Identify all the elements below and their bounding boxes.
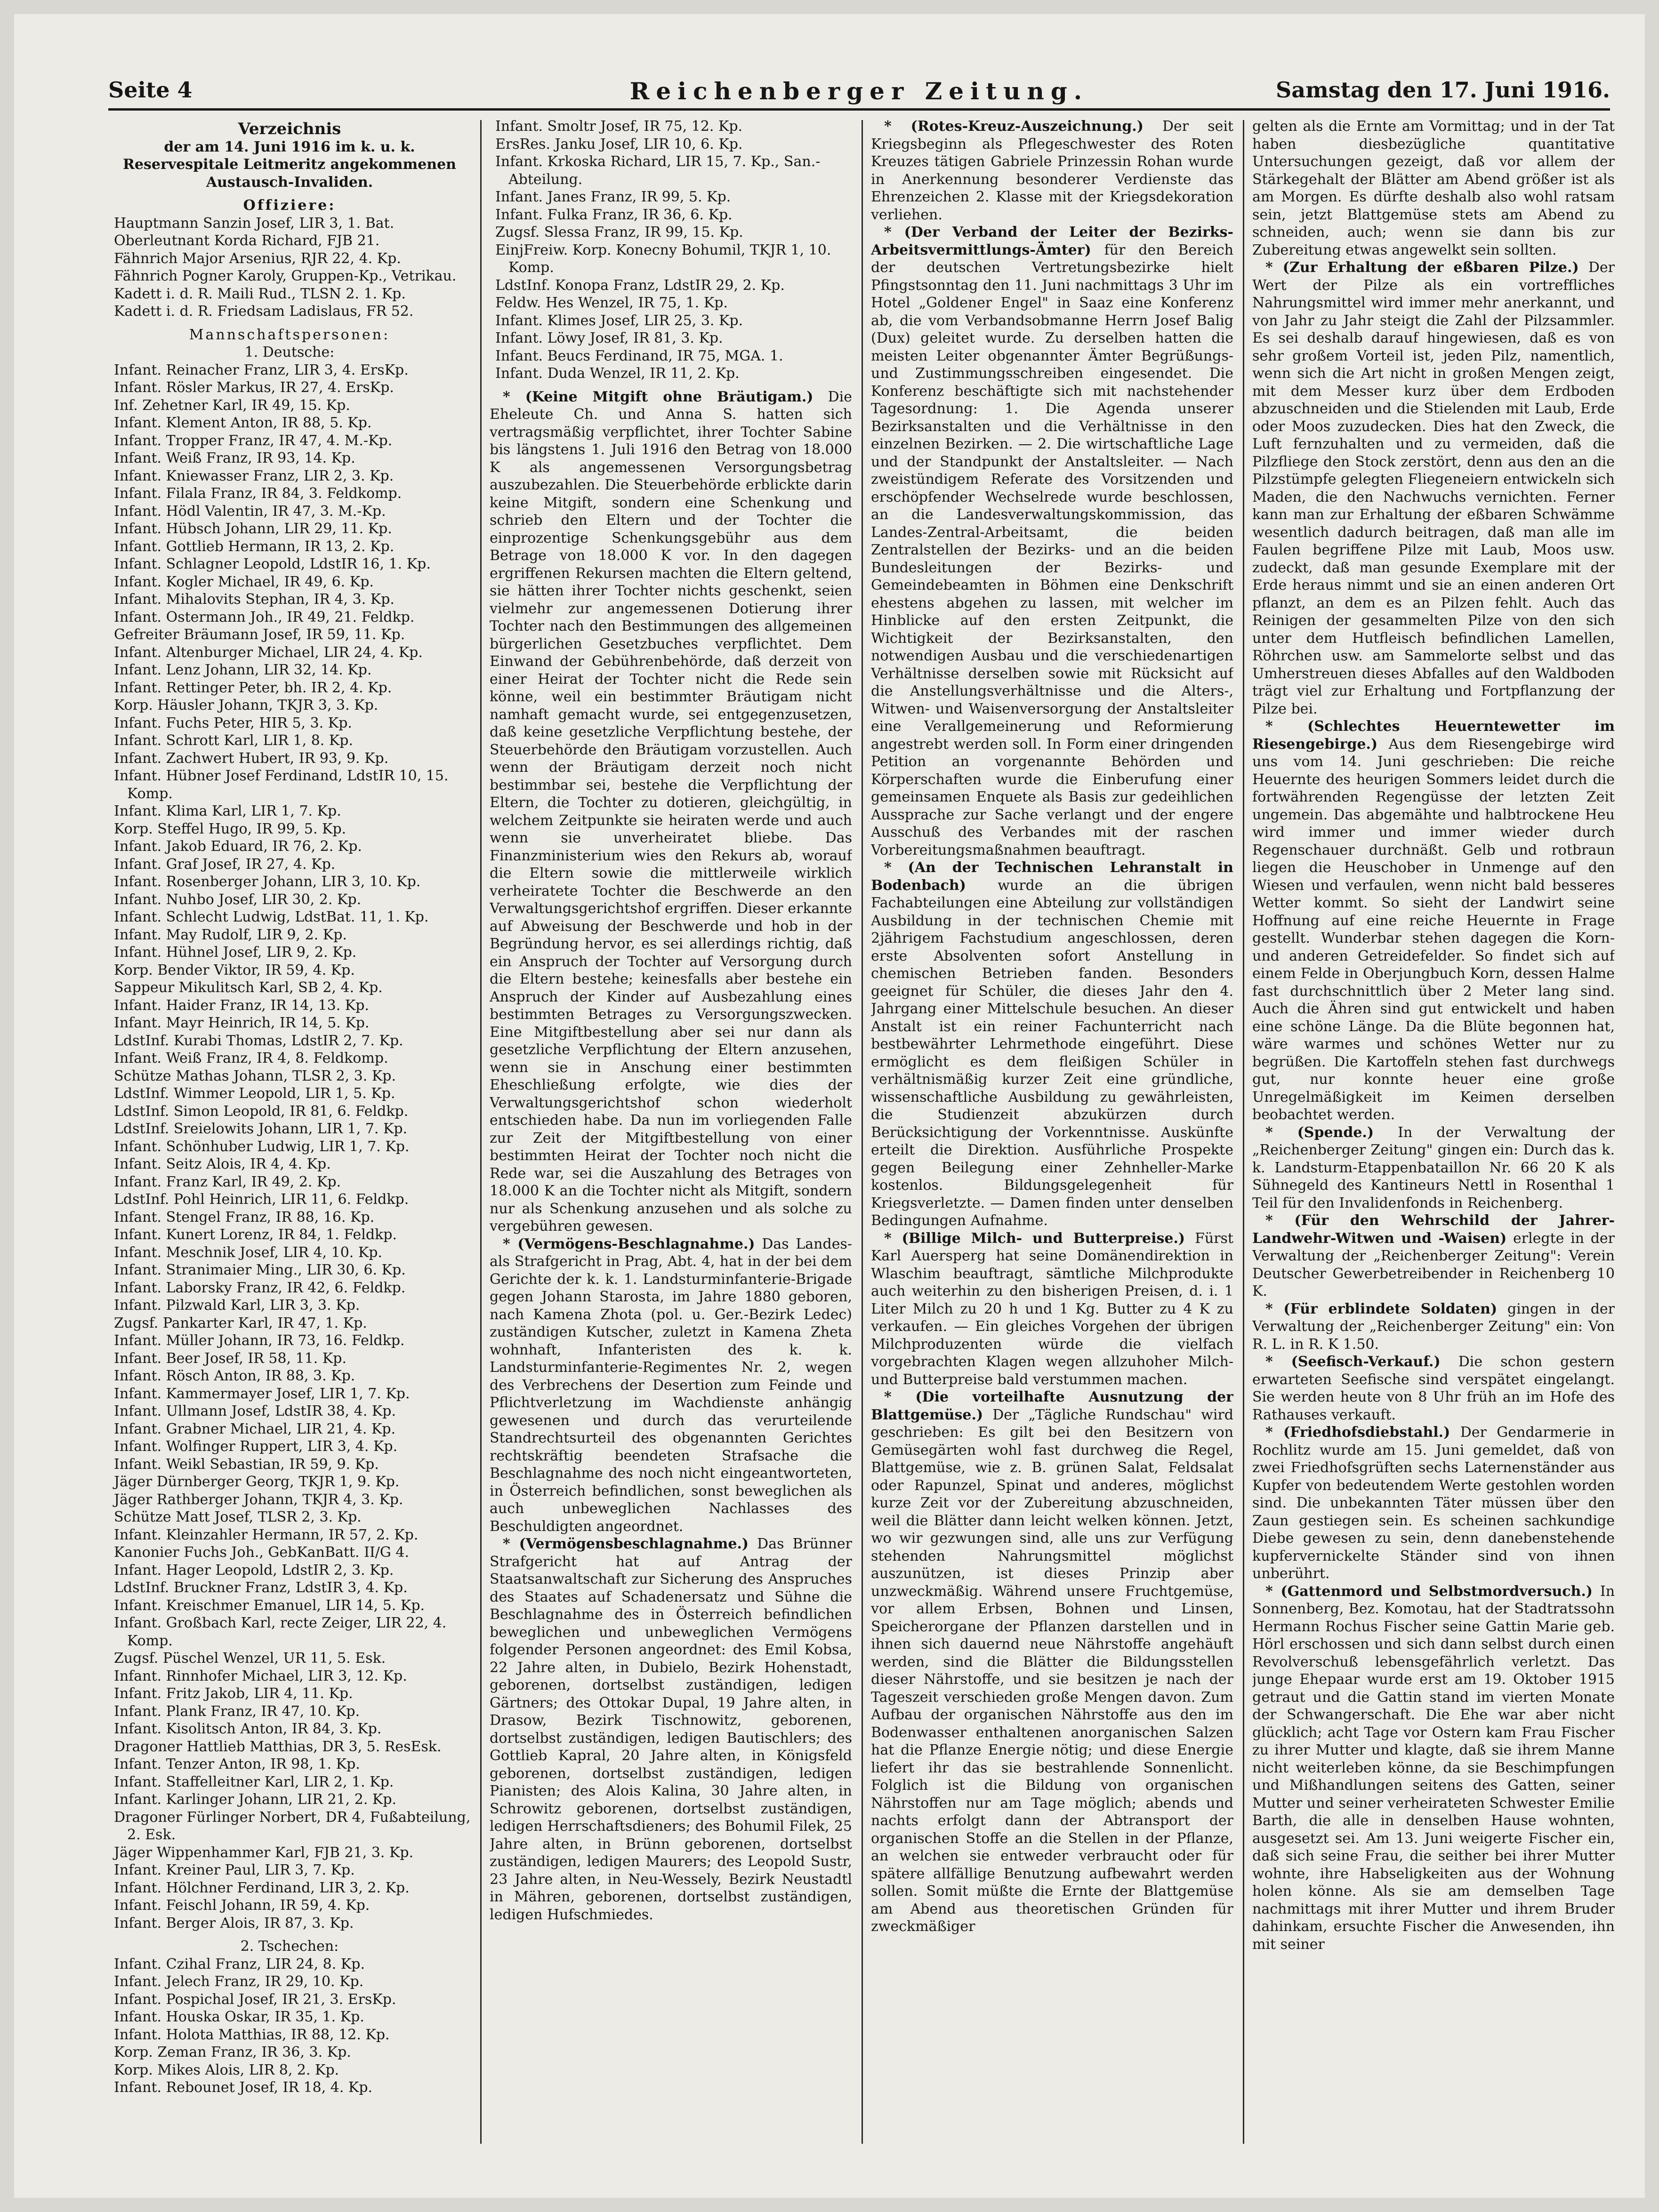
list-entry: Infant. Mayr Heinrich, IR 14, 5. Kp. [114, 1015, 370, 1031]
article-headline: * (Spende.) [1265, 1124, 1374, 1141]
article-body: wurde an die übrigen Fachabteilungen eine Abteilung zur vollständigen Ausbildung in der technischen Chemie mit 2jährigem Fachstudium angeschlossen, deren erste Absolventen sofort Anstellung in chemischen Betrieben fanden. Besonders geeignet für Schüler, die dieses Jahr den 4. Jahrgang einer Mittelschule besuchen. An dieser Anstalt ist ein reiner Fachunterricht nach bestbewährter Lehrmethode eingeführt. Diese ermöglicht es dem fleißigen Schüler in verhältnismäßig kurzer Zeit eine gründliche, wissenschaftliche Ausbildung zu gewährleisten, die Studienzeit abzukürzen durch Berücksichtigung der Vorkenntnisse. Auskünfte erteilt die Direktion. Ausführliche Prospekte gegen Beilegung einer Zehnheller-Marke kostenlos. Bildungsgelegenheit für Kriegsverletzte. — Damen finden unter denselben Bedingungen Aufnahme. [871, 877, 1233, 1229]
article [871, 118, 1233, 224]
column-rule [1243, 120, 1244, 2144]
page-header [108, 75, 1610, 111]
newspaper-title: Reichenberger Zeitung. [629, 77, 1089, 105]
list-entry: Infant. Stengel Franz, IR 88, 16. Kp. [114, 1209, 375, 1226]
list-entry: Infant. Hühnel Josef, LIR 9, 2. Kp. [114, 944, 357, 961]
officers-list [108, 215, 471, 321]
article-headline: * (Gattenmord und Selbstmordversuch.) [1265, 1583, 1593, 1600]
list-entry: Infant. May Rudolf, LIR 9, 2. Kp. [114, 926, 347, 943]
list-entry: Kanonier Fuchs Joh., GebKanBatt. II/G 4. [114, 1544, 410, 1561]
article [1252, 718, 1615, 1124]
list-entry: Infant. Houska Oskar, IR 35, 1. Kp. [114, 2009, 364, 2025]
list-entry: Dragoner Hattlieb Matthias, DR 3, 5. ResEsk. [114, 1738, 442, 1755]
list-entry: Infant. Kogler Michael, IR 49, 6. Kp. [114, 573, 374, 590]
list-entry: LdstInf. Sreielowits Johann, LIR 1, 7. Kp. [114, 1121, 408, 1137]
list-entry: Infant. Gottlieb Hermann, IR 13, 2. Kp. [114, 538, 395, 555]
list-entry: Korp. Bender Viktor, IR 59, 4. Kp. [114, 962, 355, 978]
article-body: Der Gendarmerie in Rochlitz wurde am 15. Juni gemeldet, daß von zwei Friedhofsgrüften sechs Laternenständer aus Kupfer von bedeutendem Werte gestohlen worden sind. Die unbekannten Täter müssen über den Zaun gestiegen sein. Es scheinen sachkundige Diebe gewesen zu sein, denn danebenstehende kupfervernickelte Ständer sind von ihnen unberührt. [1252, 1424, 1615, 1582]
article-continuation: gelten als die Ernte am Vormittag; und in der Tat haben diesbezügliche quantitative Untersuchungen gezeigt, daß vor allem der Stärkegehalt der Blätter am Abend größer ist als am Morgen. Es dürfte deshalb also wohl ratsam sein, jetzt Blattgemüse stets am Abend zu schneiden, auch; wenn sie dann bis zur Zubereitung etwas angewelkt sein sollten. [1252, 118, 1615, 258]
list-entry: Infant. Czihal Franz, LIR 24, 8. Kp. [114, 1956, 365, 1972]
list-entry: Infant. Kreiner Paul, LIR 3, 7. Kp. [114, 1862, 355, 1878]
article-headline: * (Keine Mitgift ohne Bräutigam.) [503, 388, 813, 405]
list-entry: Infant. Kunert Lorenz, IR 84, 1. Feldkp. [114, 1226, 397, 1243]
czechs-heading: 2. Tschechen: [240, 1938, 339, 1955]
list-entry: Infant. Zachwert Hubert, IR 93, 9. Kp. [114, 750, 389, 767]
column-3 [871, 118, 1233, 2170]
article-headline: * (Die vorteilhafte Ausnutzung der Blattgemüse.) [871, 1389, 1233, 1423]
list-entry: Infant. Duda Wenzel, IR 11, 2. Kp. [495, 365, 740, 382]
list-entry: Korp. Zeman Franz, IR 36, 3. Kp. [114, 2044, 351, 2060]
list-entry: Infant. Beucs Ferdinand, IR 75, MGA. 1. [495, 347, 783, 364]
list-entry: LdstInf. Konopa Franz, LdstIR 29, 2. Kp. [495, 277, 785, 294]
list-entry: Infant. Ullmann Josef, LdstIR 38, 4. Kp. [114, 1403, 396, 1419]
article-headline: * (Rotes-Kreuz-Auszeichnung.) [884, 118, 1144, 135]
list-entry: LdstInf. Simon Leopold, IR 81, 6. Feldkp. [114, 1103, 409, 1120]
list-entry: Infant. Karlinger Johann, LIR 21, 2. Kp. [114, 1791, 397, 1808]
list-entry: Infant. Laborsky Franz, IR 42, 6. Feldkp. [114, 1279, 406, 1296]
list-entry: Kadett i. d. R. Friedsam Ladislaus, FR 52. [114, 303, 414, 320]
article [1252, 259, 1615, 718]
list-entry: Infant. Berger Alois, IR 87, 3. Kp. [114, 1915, 354, 1931]
article [871, 859, 1233, 1230]
newspaper-page [14, 14, 1645, 2198]
list-entry: Fähnrich Pogner Karoly, Gruppen-Kp., Vetrikau. [114, 268, 457, 284]
article-body: In Sonnenberg, Bez. Komotau, hat der Stadtratssohn Hermann Rochus Fischer seine Gattin Marie geb. Hörl erschossen und sich dann selbst durch einen Revolverschuß lebensgefährlich verletzt. Das junge Ehepaar wurde erst am 19. Oktober 1915 getraut und die Gattin stand im vierten Monate der Schwangerschaft. Die Ehe war aber nicht glücklich; acht Tage vor Ostern kam Frau Fischer zu ihrer Mutter und klagte, daß sie ihrem Manne nicht weiterleben könne, da sie Beschimpfungen und Mißhandlungen seitens des Gatten, seiner Mutter und seiner verheirateten Schwester Emilie Barth, die alle in denselben Hause wohnten, ausgesetzt sei. Am 13. Juni weigerte Fischer ein, daß sich seine Frau, die seither bei ihrer Mutter wohnte, ihre Habseligkeiten aus der Wohnung holen könne. Als sie am demselben Tage nachmittags mit ihrer Mutter und ihrem Bruder dahinkam, ersuchte Fischer die Anwesenden, ihn mit seiner [1252, 1583, 1615, 1953]
article-body: Die Eheleute Ch. und Anna S. hatten sich vertragsmäßig verpflichtet, ihrer Tochter Sabine bis längstens 1. Juli 1916 den Betrag von 18.000 K als angemessenen Versorgungsbetrag auszubezahlen. Die Steuerbehörde erblickte darin keine Mitgift, sondern eine Schenkung und schrieb den Eltern und der Tochter die einprozentige Schenkungsgebühr aus dem Betrage von 18.000 K vor. In den dagegen ergriffenen Rekursen machten die Eltern geltend, sie hätten ihrer Tochter nichts geschenkt, seien vielmehr zur angemessenen Dotierung ihrer Tochter nach den Bestimmungen des allgemeinen bürgerlichen Gesetzbuches verpflichtet. Dem Einwand der Gebührenbehörde, daß derzeit von einer Heirat der Tochter nicht die Rede sein könne, weil ein bestimmter Bräutigam nicht namhaft gemacht wurde, sei entgegenzusetzen, daß keine gesetzliche Verpflichtung bestehe, der Steuerbehörde den Bräutigam vorzustellen. Auch wenn der Bräutigam derzeit noch nicht bestimmbar sei, bestehe die Verpflichtung der Eltern, die Tochter zu dotieren, gleichgültig, in welchem Zeitpunkte sie heiraten werde und auch wenn sie unverheiratet bliebe. Das Finanzministerium wies den Rekurs ab, worauf die Eltern sowie die mittlerweile wirklich verheiratete Tochter die Beschwerde an den Verwaltungsgerichtshof ergriffen. Dieser erkannte auf Abweisung der Beschwerde und hob in der Begründung hervor, es sei allerdings richtig, daß ein Anspruch der Tochter auf Versorgung durch die Eltern bestehe; keinesfalls aber bestehe ein Anspruch der Kinder auf Ausbezahlung eines bestimmten Betrages zu Versorgungszwecken. Eine Mitgiftbestellung aber sei nur dann als gesetzliche Verpflichtung der Eltern anzusehen, wenn sie in Anschung einer bestimmten Eheschließung erfolgte, wie dies der Verwaltungsgerichtshof schon wiederholt entschieden habe. Da nun im vorliegenden Falle zur Zeit der Mitgiftbestellung von einer bestimmten Heirat der Tochter noch nicht die Rede war, sei die Auszahlung des Betrages von 18.000 K an die Tochter nicht als Mitgift, sondern nur als Schenkung anzusehen und als solche zu vergebühren gewesen. [490, 388, 852, 1234]
list-entry: Infant. Smoltr Josef, IR 75, 12. Kp. [495, 118, 743, 135]
list-entry: Oberleutnant Korda Richard, FJB 21. [114, 232, 380, 249]
article-headline: * (Vermögensbeschlagnahme.) [503, 1536, 749, 1552]
article-body: In der Verwaltung der „Reichenberger Zeitung" gingen ein: Durch das k. k. Landsturm-Etappenbataillon Nr. 66 20 K als Sühnegeld des Kantineurs Nettl in Rosenthal 1 Teil für den Invalidenfonds in Reichenberg. [1252, 1124, 1615, 1211]
germans-heading: 1. Deutsche: [244, 344, 335, 361]
list-entry: Infant. Hübsch Johann, LIR 29, 11. Kp. [114, 521, 392, 537]
list-entry: Infant. Pilzwald Karl, LIR 3, 3. Kp. [114, 1297, 360, 1314]
article-body: Das Landes- als Strafgericht in Prag, Abt. 4, hat in der bei dem Gerichte der k. k. 1. Landsturminfanterie-Brigade gegen Johann Starosta, im Jahre 1880 geboren, nach Kamena Zhota (pol. u. Ger.-Bezirk Ledec) zuständigen Kutscher, zuletzt in Kamena Zheta wohnhaft, Infanteristen des k. k. Landsturminfanterie-Regimentes Nr. 2, wegen des Verbrechens der Desertion zum Feinde und Pflichtverletzung im Wachdienste anhängig gewesenen und durch das verurteilende Standrechtsurteil des obgenannten Gerichtes rechtskräftig beendeten Strafsache die Beschlagnahme des noch nicht eingeantworteten, in Österreich befindlichen, sonst beweglichen als auch unbeweglichen Nachlasses des Beschuldigten angeordnet. [490, 1235, 852, 1535]
germans-list [108, 361, 471, 1932]
list-entry: Infant. Fritz Jakob, LIR 4, 11. Kp. [114, 1685, 353, 1702]
list-entry: Infant. Löwy Josef, IR 81, 3. Kp. [495, 330, 723, 346]
list-entry: Infant. Rösch Anton, IR 88, 3. Kp. [114, 1368, 355, 1384]
list-entry: Infant. Rösler Markus, IR 27, 4. ErsKp. [114, 379, 394, 396]
list-entry: Infant. Holota Matthias, IR 88, 12. Kp. [114, 2026, 390, 2043]
article [1252, 1424, 1615, 1583]
list-entry: Jäger Wippenhammer Karl, FJB 21, 3. Kp. [114, 1844, 414, 1861]
column-4 [1252, 118, 1615, 2170]
list-entry: Schütze Matt Josef, TLSR 2, 3. Kp. [114, 1509, 362, 1525]
article [871, 224, 1233, 859]
article-body: Das Brünner Strafgericht hat auf Antrag der Staatsanwaltschaft zur Sicherung des Anspruches des Staates auf Schadenersatz und Sühne die Beschlagnahme des in Österreich befindlichen beweglichen und unbeweglichen Vermögens folgender Personen angeordnet: des Emil Kobsa, 22 Jahre alten, in Dubielo, Bezirk Hohenstadt, geborenen, dortselbst zuständigen, ledigen Gärtners; des Ottokar Dupal, 19 Jahre alten, in Drasow, Bezirk Tischnowitz, geborenen, dortselbst zuständigen, ledigen Bautischlers; des Gottlieb Kapral, 20 Jahre alten, in Königsfeld geborenen, dortselbst zuständigen, ledigen Pianisten; des Alois Kalina, 30 Jahre alten, in Schrowitz geborenen, dortselbst zuständigen, ledigen Herrschaftsdieners; des Bohumil Filek, 25 Jahre alten, in Brünn geborenen, dortselbst zuständigen, ledigen Maurers; des Leopold Sustr, 23 Jahre alten, in Neu-Wessely, Bezirk Neustadtl in Mähren, geborenen, dortselbst zuständigen, ledigen Hufschmiedes. [490, 1536, 852, 1923]
article [490, 1235, 852, 1536]
list-entry: Infant. Janes Franz, IR 99, 5. Kp. [495, 189, 731, 205]
column-rule [480, 120, 482, 2144]
list-entry: Infant. Klement Anton, IR 88, 5. Kp. [114, 415, 372, 431]
column-rule [862, 120, 863, 2144]
list-entry: Infant. Rinnhofer Michael, LIR 3, 12. Kp. [114, 1667, 407, 1684]
page-number: Seite 4 [108, 77, 193, 103]
article-headline: * (Schlechtes Heuerntewetter im Riesengebirge.) [1252, 718, 1615, 753]
article-headline: * (Für erblindete Soldaten) [1265, 1300, 1498, 1317]
column-1 [108, 118, 471, 2170]
list-entry: Infant. Feischl Johann, IR 59, 4. Kp. [114, 1897, 370, 1914]
article-body: Der Wert der Pilze als ein vortreffliches Nahrungsmittel wird immer mehr anerkannt, und von Jahr zu Jahr steigt die Zahl der Pilzsammler. Es sei deshalb darauf hingewiesen, daß es von sehr großem Vorteil ist, jeden Pilz, namentlich, wenn sich die Art nicht in großen Mengen zeigt, mit dem Messer kurz über dem Erdboden abzuschneiden und die Stielenden mit Laub, Erde oder Moos zuzudecken. Dies hat den Zweck, die Luft fernzuhalten und zu vermeiden, daß die Pilzfliege den Stock zerstört, denn aus den an die Pilzstümpfe gelegten Fliegeneiern entwickeln sich Maden, die den Nachwuchs vernichten. Ferner kann man zur Erhaltung der eßbaren Schwämme wesentlich dadurch beitragen, daß man alle im Faulen begriffene Pilze mit Laub, Moos usw. zudeckt, daß man gesunde Exemplare mit der Erde heraus nimmt und sie an einen anderen Ort pflanzt, an dem es an Pilzen fehlt. Auch das Reinigen der gesammelten Pilze von den sich unter dem Hutfleisch befindlichen Lamellen, Röhrchen usw. am Sammelorte selbst und das Umherstreuen dieses Abfalles auf den Waldboden trägt viel zur Erhaltung und Fortpflanzung der Pilze bei. [1252, 259, 1615, 717]
column-2 [490, 118, 852, 2170]
article-headline: * (Billige Milch- und Butterpreise.) [884, 1230, 1185, 1247]
list-entry: Infant. Mihalovits Stephan, IR 4, 3. Kp. [114, 591, 395, 608]
officers-heading: Offiziere: [243, 197, 336, 214]
list-entry: Infant. Graf Josef, IR 27, 4. Kp. [114, 856, 336, 873]
list-entry: Infant. Rosenberger Johann, LIR 3, 10. Kp. [114, 874, 421, 890]
list-entry: Infant. Hübner Josef Ferdinand, LdstIR 10, 15. Komp. [114, 768, 449, 802]
article-headline: * (Der Verband der Leiter der Bezirks-Arbeitsvermittlungs-Ämter) [871, 224, 1233, 258]
article [871, 1230, 1233, 1389]
article [1252, 1300, 1615, 1354]
list-entry: Infant. Grabner Michael, LIR 21, 4. Kp. [114, 1420, 396, 1437]
list-entry: LdstInf. Pohl Heinrich, LIR 11, 6. Feldkp. [114, 1191, 409, 1208]
list-entry: Korp. Steffel Hugo, IR 99, 5. Kp. [114, 820, 346, 837]
list-entry: LdstInf. Wimmer Leopold, LIR 1, 5. Kp. [114, 1085, 395, 1102]
men-heading: Mannschaftspersonen: [189, 326, 390, 343]
list-entry: LdstInf. Bruckner Franz, LdstIR 3, 4. Kp. [114, 1579, 408, 1596]
list-entry: Infant. Weikl Sebastian, IR 59, 9. Kp. [114, 1456, 379, 1473]
article [1252, 1353, 1615, 1424]
list-title: Verzeichnis [238, 120, 341, 138]
list-entry: Infant. Kreischmer Emanuel, LIR 14, 5. Kp. [114, 1597, 425, 1614]
article [490, 1535, 852, 1923]
list-entry: Infant. Hager Leopold, LdstIR 2, 3. Kp. [114, 1562, 394, 1579]
article-body: für den Bereich der deutschen Vertretungsbezirke hielt Pfingstsonntag den 11. Juni nachmittags 3 Uhr im Hotel „Goldener Engel" in Saaz eine Konferenz ab, die vom Verbandsobmanne Herrn Josef Balig (Dux) geleitet wurde. Zu derselben hatten die meisten Leiter obgenannter Ämter Begrüßungs- und Zustimmungsschreiben eingesendet. Die Konferenz beschäftigte sich mit nachstehender Tagesordnung: 1. Die Agenda unserer Bezirksanstalten und die Verhältnisse in den einzelnen Bezirken. — 2. Die wirtschaftliche Lage und der Standpunkt der Anstaltsleiter. — Nach zweistündigem Referate des Vorsitzenden und erschöpfender Wechselrede wurde beschlossen, an die Landesverwaltungskommission, das Landes-Zentral-Arbeitsamt, die beiden Zentralstellen der Bezirks- und an die beiden Bundesleitungen der Bezirks- und Gemeindebeamten in Böhmen eine Denkschrift ehestens abgehen zu lassen, mit welcher im Hinblicke auf den ersten Zeitpunkt, die Wichtigkeit der Bezirksanstalten, den notwendigen Ausbau und die verschiedenartigen Verhältnisse derselben sowie mit Rücksicht auf die Anstellungsverhältnisse und die Alters-, Witwen- und Waisenversorgung der Anstaltsleiter eine Verallgemeinerung und Reformierung angestrebt werden soll. In Form einer dringenden Petition an vorgenannte Behörden und Körperschaften wurde die Einberufung einer gemeinsamen Enquete als Basis zur gedeihlichen Aussprache zur Sache verlangt und der engere Ausschuß des Verbandes mit der raschen Vorbereitungsmaßnahmen beauftragt. [871, 241, 1233, 858]
article-headline: * (Zur Erhaltung der eßbaren Pilze.) [1265, 259, 1579, 276]
list-entry: Korp. Mikes Alois, LIR 8, 2. Kp. [114, 2061, 339, 2078]
list-entry: Infant. Altenburger Michael, LIR 24, 4. Kp. [114, 644, 423, 661]
czechs-list [108, 1956, 471, 2097]
article-headline: * (Vermögens-Beschlagnahme.) [503, 1235, 755, 1252]
article-headline: * (Für den Wehrschild der Jahrer-Landwehr-Witwen und -Waisen) [1252, 1212, 1615, 1247]
list-entry: Infant. Klimes Josef, LIR 25, 3. Kp. [495, 312, 743, 329]
article-headline: * (Friedhofsdiebstahl.) [1265, 1424, 1450, 1441]
list-entry: Fähnrich Major Arsenius, RJR 22, 4. Kp. [114, 250, 401, 267]
article-body: Aus dem Riesengebirge wird uns vom 14. Juni geschrieben: Die reiche Heuernte des heurigen Sommers leidet durch die fortwährenden Regengüsse der letzten Zeit ungemein. Das abgemähte und halbtrockene Heu wird immer und immer wieder durch Regenschauer durchnäßt. Gelb und rotbraun liegen die Heuschober in Unmenge auf den Wiesen und verfaulen, wenn nicht bald besseres Wetter kommt. So sieht der Landwirt seine Hoffnung auf eine reiche Heuernte in Frage gestellt. Wunderbar stehen dagegen die Korn- und anderen Getreidefelder. So findet sich auf einem Felde in Oberjungbuch Korn, dessen Halme fast durchschnittlich über 2 Meter lang sind. Auch die Ähren sind gut entwickelt und haben eine schöne Länge. Da die Blüte begonnen hat, wäre warmes und schönes Wetter nur zu begrüßen. Die Kartoffeln stehen fast durchwegs gut, nur konnte heuer eine große Unregelmäßigkeit im Keimen derselben beobachtet werden. [1252, 736, 1615, 1123]
list-entry: Infant. Tenzer Anton, IR 98, 1. Kp. [114, 1756, 360, 1772]
list-entry: Infant. Seitz Alois, IR 4, 4. Kp. [114, 1156, 331, 1172]
list-entry: Infant. Lenz Johann, LIR 32, 14. Kp. [114, 662, 372, 678]
article [1252, 1124, 1615, 1212]
list-entry: LdstInf. Kurabi Thomas, LdstIR 2, 7. Kp. [114, 1032, 403, 1049]
list-entry: Feldw. Hes Wenzel, IR 75, 1. Kp. [495, 295, 728, 311]
list-entry: Inf. Zehetner Karl, IR 49, 15. Kp. [114, 397, 350, 414]
list-entry: Infant. Krkoska Richard, LIR 15, 7. Kp., San.-Abteilung. [495, 153, 821, 188]
article-headline: * (Seefisch-Verkauf.) [1265, 1354, 1441, 1370]
list-entry: Infant. Rebounet Josef, IR 18, 4. Kp. [114, 2079, 373, 2096]
list-entry: Infant. Meschnik Josef, LIR 4, 10. Kp. [114, 1244, 383, 1261]
issue-date: Samstag den 17. Juni 1916. [1276, 77, 1610, 103]
list-entry: Sappeur Mikulitsch Karl, SB 2, 4. Kp. [114, 979, 383, 996]
list-entry: Infant. Schlecht Ludwig, LdstBat. 11, 1. Kp. [114, 909, 429, 925]
list-entry: Infant. Fulka Franz, IR 36, 6. Kp. [495, 206, 733, 223]
list-entry: Infant. Weiß Franz, IR 93, 14. Kp. [114, 450, 355, 466]
list-entry: Kadett i. d. R. Maili Rud., TLSN 2. 1. Kp. [114, 285, 406, 302]
article-body: Fürst Karl Auersperg hat seine Domänendirektion in Wlaschim beauftragt, sämtliche Milchprodukte auch weiterhin zu den bisherigen Preisen, d. i. 1 Liter Milch zu 20 h und 1 Kg. Butter zu 4 K zu verkaufen. — Ein gleiches Vorgehen der übrigen Milchproduzenten würde die vielfach vorgebrachten Klagen wegen allzuhoher Milch- und Butterpreise bald verstummen machen. [871, 1230, 1233, 1388]
list-entry: Infant. Schrott Karl, LIR 1, 8. Kp. [114, 732, 354, 749]
article-body: Der seit Kriegsbeginn als Pflegeschwester des Roten Kreuzes tätigen Gabriele Prinzessin Rohan wurde in Anerkennung besonderer Verdienste das Ehrenzeichen 2. Klasse mit der Kriegsdekoration verliehen. [871, 118, 1233, 223]
list-entry: Hauptmann Sanzin Josef, LIR 3, 1. Bat. [114, 215, 395, 232]
list-entry: EinjFreiw. Korp. Konecny Bohumil, TKJR 1, 10. Komp. [495, 241, 831, 276]
article-body: Die schon gestern erwarteten Seefische sind verspätet eingelangt. Sie werden heute von 8 Uhr früh an im Hofe des Rathauses verkauft. [1252, 1354, 1615, 1423]
list-entry: Infant. Beer Josef, IR 58, 11. Kp. [114, 1350, 347, 1367]
list-entry: Infant. Staffelleitner Karl, LIR 2, 1. Kp. [114, 1773, 394, 1790]
list-entry: Korp. Häusler Johann, TKJR 3, 3. Kp. [114, 697, 379, 713]
list-entry: Jäger Dürnberger Georg, TKJR 1, 9. Kp. [114, 1474, 400, 1490]
list-subtitle: der am 14. Juni 1916 im k. u. k. Reservespitale Leitmeritz angekommenen Austausch-Invaliden. [122, 138, 456, 191]
list-entry: Jäger Rathberger Johann, TKJR 4, 3. Kp. [114, 1491, 403, 1508]
list-entry: Infant. Kleinzahler Hermann, IR 57, 2. Kp. [114, 1526, 419, 1543]
list-entry: Infant. Fuchs Peter, HIR 5, 3. Kp. [114, 714, 352, 731]
list-entry: Zugsf. Slessa Franz, IR 99, 15. Kp. [495, 224, 743, 240]
list-entry: ErsRes. Janku Josef, LIR 10, 6. Kp. [495, 136, 743, 152]
list-entry: Infant. Müller Johann, IR 73, 16. Feldkp. [114, 1332, 405, 1349]
list-entry: Infant. Franz Karl, IR 49, 2. Kp. [114, 1173, 341, 1190]
article [490, 388, 852, 1235]
list-entry: Infant. Nuhbo Josef, LIR 30, 2. Kp. [114, 891, 362, 908]
list-entry: Zugsf. Püschel Wenzel, UR 11, 5. Esk. [114, 1650, 386, 1667]
article-body: erlegte in der Verwaltung der „Reichenberger Zeitung": Verein Deutscher Gewerbetreibender in Reichenberg 10 K. [1252, 1230, 1615, 1299]
list-entry: Infant. Schönhuber Ludwig, LIR 1, 7. Kp. [114, 1138, 410, 1155]
article-body: gingen in der Verwaltung der „Reichenberger Zeitung" ein: Von R. L. in R. K 1.50. [1252, 1300, 1615, 1353]
list-entry: Infant. Hödl Valentin, IR 47, 3. M.-Kp. [114, 503, 386, 520]
list-entry: Infant. Wolfinger Ruppert, LIR 3, 4. Kp. [114, 1438, 398, 1455]
list-entry: Infant. Kisolitsch Anton, IR 84, 3. Kp. [114, 1721, 382, 1737]
list-entry: Infant. Pospichal Josef, IR 21, 3. ErsKp. [114, 1991, 396, 2008]
list-entry: Infant. Ostermann Joh., IR 49, 21. Feldkp. [114, 609, 415, 625]
article-body: Der „Tägliche Rundschau" wird geschrieben: Es gilt bei den Besitzern von Gemüsegärten wohl fast durchweg die Regel, Blattgemüse, wie z. B. grünen Salat, Feldsalat oder Rapunzel, Spinat und anderes, möglichst kurze Zeit vor der Zubereitung abzuschneiden, weil die Blätter dann leicht welken können. Jetzt, wo wir gezwungen sind, alle uns zur Verfügung stehenden Nahrungsmittel möglichst auszunützen, ist dieses Prinzip aber unzweckmäßig. Während unsere Fruchtgemüse, vor allem Erbsen, Bohnen und Linsen, Speicherorgane der Pflanzen darstellen und in ihnen sich dauernd neue Nährstoffe angehäuft werden, sind die Blätter die Bildungsstellen dieser Nährstoffe, und sie besitzen je nach der Tageszeit verschieden große Mengen davon. Zum Aufbau der organischen Nährstoffe aus den im Bodenwasser enthaltenen anorganischen Salzen hat die Pflanze Energie nötig; und diese Energie liefert ihr das sie bestrahlende Sonnenlicht. Folglich ist die Bildung von organischen Nährstoffen nur am Tage möglich; abends und nachts erfolgt dann der Abtransport der organischen Stoffe an die Stellen in der Pflanze, an welchen sie entweder verbraucht oder für spätere allfällige Benutzung aufbewahrt werden sollen. Somit müßte die Ernte der Blattgemüse am Abend aus theoretischen Gründen für zweckmäßiger [871, 1406, 1233, 1935]
list-entry: Infant. Jakob Eduard, IR 76, 2. Kp. [114, 838, 362, 855]
list-entry: Infant. Tropper Franz, IR 47, 4. M.-Kp. [114, 432, 393, 449]
list-entry: Infant. Stranimaier Ming., LIR 30, 6. Kp. [114, 1262, 406, 1278]
list-entry: Infant. Rettinger Peter, bh. IR 2, 4. Kp. [114, 679, 392, 696]
list-entry: Infant. Weiß Franz, IR 4, 8. Feldkomp. [114, 1050, 388, 1066]
list-entry: Infant. Reinacher Franz, LIR 3, 4. ErsKp. [114, 361, 409, 378]
article-headline: * (An der Technischen Lehranstalt in Bodenbach) [871, 859, 1233, 894]
list-entry: Infant. Plank Franz, IR 47, 10. Kp. [114, 1703, 360, 1720]
list-entry: Infant. Kniewasser Franz, LIR 2, 3. Kp. [114, 467, 394, 484]
list-entry: Gefreiter Bräumann Josef, IR 59, 11. Kp. [114, 626, 405, 643]
list-entry: Infant. Kammermayer Josef, LIR 1, 7. Kp. [114, 1385, 410, 1402]
list-entry: Infant. Großbach Karl, recte Zeiger, LIR 22, 4. Komp. [114, 1615, 447, 1649]
list-entry: Infant. Schlagner Leopold, LdstIR 16, 1. Kp. [114, 556, 431, 572]
list-entry: Dragoner Fürlinger Norbert, DR 4, Fußabteilung, 2. Esk. [114, 1809, 471, 1843]
article [1252, 1583, 1615, 1954]
list-entry: Zugsf. Pankarter Karl, IR 47, 1. Kp. [114, 1314, 367, 1331]
article [871, 1388, 1233, 1936]
list-entry: Infant. Jelech Franz, IR 29, 10. Kp. [114, 1973, 364, 1990]
list-entry: Infant. Filala Franz, IR 84, 3. Feldkomp. [114, 485, 402, 502]
list-entry: Infant. Klima Karl, LIR 1, 7. Kp. [114, 803, 341, 819]
list-entry: Schütze Mathas Johann, TLSR 2, 3. Kp. [114, 1067, 396, 1084]
czechs-list-continued [490, 118, 852, 383]
list-entry: Infant. Hölchner Ferdinand, LIR 3, 2. Kp. [114, 1879, 410, 1896]
list-entry: Infant. Haider Franz, IR 14, 13. Kp. [114, 997, 369, 1014]
article [1252, 1212, 1615, 1300]
